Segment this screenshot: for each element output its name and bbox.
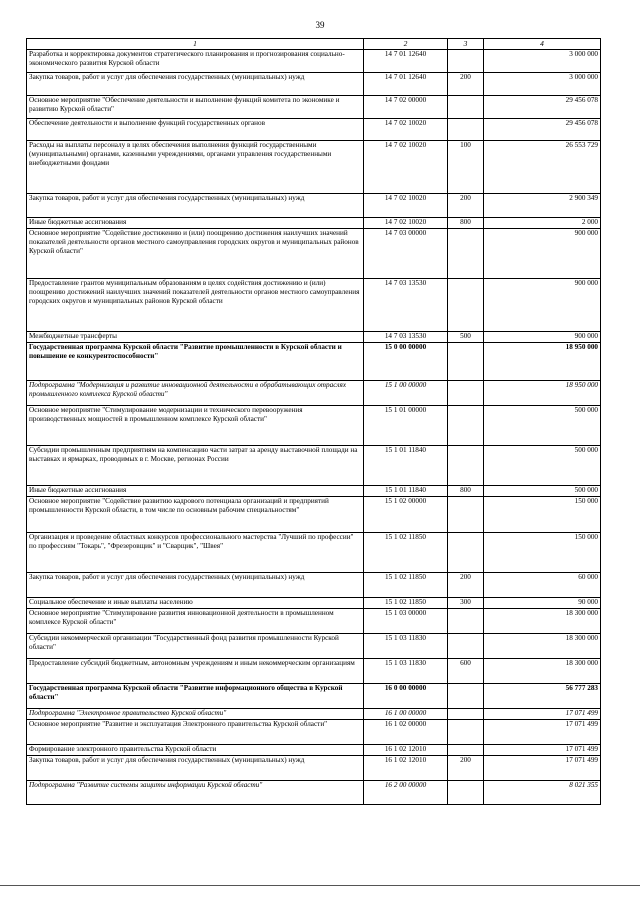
row-expense-type-cell: 800 — [448, 217, 484, 228]
table-row — [27, 217, 601, 228]
page-bottom-rule — [0, 885, 640, 886]
table-header-row — [27, 39, 601, 50]
table-row — [27, 708, 601, 719]
row-code-cell: 14 7 02 10020 — [364, 140, 448, 193]
table-row — [27, 72, 601, 95]
row-name-cell: Закупка товаров, работ и услуг для обеспечения государственных (муниципальных) нужд — [27, 193, 364, 217]
row-expense-type-cell — [448, 496, 484, 532]
table-row — [27, 278, 601, 331]
row-amount-cell: 26 553 729 — [484, 140, 601, 193]
row-amount-cell: 3 000 000 — [484, 72, 601, 95]
row-name-cell: Субсидии некоммерческой организации "Государственный фонд развития промышленности Курской области" — [27, 633, 364, 658]
row-name-cell: Подпрограмма "Модернизация и развитие инновационной деятельности в обрабатывающих отраслях промышленного комплекса Курской области" — [27, 380, 364, 405]
row-code-cell: 14 7 02 00000 — [364, 95, 448, 118]
row-amount-cell: 29 456 078 — [484, 95, 601, 118]
row-expense-type-cell — [448, 118, 484, 140]
row-amount-cell: 150 000 — [484, 496, 601, 532]
row-expense-type-cell — [448, 342, 484, 380]
row-code-cell: 15 0 00 00000 — [364, 342, 448, 380]
row-name-cell: Межбюджетные трансферты — [27, 331, 364, 342]
row-code-cell: 15 1 02 00000 — [364, 496, 448, 532]
row-code-cell: 16 1 00 00000 — [364, 708, 448, 719]
row-code-cell: 14 7 01 12640 — [364, 72, 448, 95]
row-name-cell: Иные бюджетные ассигнования — [27, 485, 364, 496]
row-amount-cell: 56 777 283 — [484, 683, 601, 708]
row-amount-cell: 8 021 355 — [484, 780, 601, 804]
row-amount-cell: 2 000 — [484, 217, 601, 228]
table-row — [27, 380, 601, 405]
row-name-cell: Закупка товаров, работ и услуг для обеспечения государственных (муниципальных) нужд — [27, 72, 364, 95]
row-expense-type-cell: 200 — [448, 193, 484, 217]
row-expense-type-cell: 200 — [448, 72, 484, 95]
row-amount-cell: 29 456 078 — [484, 118, 601, 140]
row-name-cell: Основное мероприятие "Стимулирование развития инновационной деятельности в промышленном комплексе Курской области" — [27, 608, 364, 633]
row-expense-type-cell: 500 — [448, 331, 484, 342]
row-name-cell: Закупка товаров, работ и услуг для обеспечения государственных (муниципальных) нужд — [27, 755, 364, 780]
table-row — [27, 572, 601, 597]
row-code-cell: 14 7 03 13530 — [364, 331, 448, 342]
table-row — [27, 140, 601, 193]
row-name-cell: Основное мероприятие "Содействие достижению и (или) поощрению достижения наилучших значений показателей деятельности органов местного самоуправления городских округов и муниципальных районов Курской области" — [27, 228, 364, 278]
row-code-cell: 15 1 02 11850 — [364, 597, 448, 608]
row-name-cell: Подпрограмма "Развитие системы защиты информации Курской области" — [27, 780, 364, 804]
table-row — [27, 193, 601, 217]
row-code-cell: 15 1 02 11850 — [364, 532, 448, 572]
table-row — [27, 608, 601, 633]
row-code-cell: 16 2 00 00000 — [364, 780, 448, 804]
row-name-cell: Субсидии промышленным предприятиям на компенсацию части затрат за аренду выставочной площади на выставках и ярмарках, проводимых в г. Москве, регионах России — [27, 445, 364, 485]
row-expense-type-cell — [448, 445, 484, 485]
row-expense-type-cell — [448, 228, 484, 278]
row-name-cell: Основное мероприятие "Обеспечение деятельности и выполнение функций комитета по экономике и развитию Курской области" — [27, 95, 364, 118]
row-code-cell: 16 1 02 12010 — [364, 744, 448, 755]
row-expense-type-cell — [448, 780, 484, 804]
row-expense-type-cell: 200 — [448, 755, 484, 780]
row-expense-type-cell: 300 — [448, 597, 484, 608]
row-expense-type-cell — [448, 95, 484, 118]
row-expense-type-cell: 100 — [448, 140, 484, 193]
row-name-cell: Предоставление грантов муниципальным образованиям в целях содействия достижению и (или) поощрению достижений наилучших значений показателей деятельности органов местного самоуправления городских округов и муниципальных районов Курской области — [27, 278, 364, 331]
table-row — [27, 719, 601, 744]
row-code-cell: 15 1 00 00000 — [364, 380, 448, 405]
table-row — [27, 744, 601, 755]
budget-table — [26, 38, 601, 805]
row-name-cell: Обеспечение деятельности и выполнение функций государственных органов — [27, 118, 364, 140]
row-amount-cell: 17 071 499 — [484, 755, 601, 780]
row-expense-type-cell — [448, 633, 484, 658]
row-name-cell: Организация и проведение областных конкурсов профессионального мастерства "Лучший по профессии" по профессиям "Токарь", "Фрезеровщик" и "Сварщик", "Швея" — [27, 532, 364, 572]
row-name-cell: Государственная программа Курской области "Развитие промышленности в Курской области и повышение ее конкурентоспособности" — [27, 342, 364, 380]
row-code-cell: 15 1 03 11830 — [364, 633, 448, 658]
row-name-cell: Разработка и корректировка документов стратегического планирования и прогнозирования социально-экономического развития Курской области — [27, 49, 364, 72]
row-amount-cell: 18 950 000 — [484, 342, 601, 380]
row-amount-cell: 17 071 499 — [484, 744, 601, 755]
row-expense-type-cell — [448, 380, 484, 405]
table-row — [27, 496, 601, 532]
table-row — [27, 331, 601, 342]
row-amount-cell: 17 071 499 — [484, 719, 601, 744]
column-header-code: 2 — [364, 39, 448, 50]
row-amount-cell: 18 300 000 — [484, 658, 601, 683]
table-row — [27, 118, 601, 140]
row-code-cell: 15 1 03 00000 — [364, 608, 448, 633]
row-amount-cell: 90 000 — [484, 597, 601, 608]
row-expense-type-cell: 200 — [448, 572, 484, 597]
row-expense-type-cell — [448, 683, 484, 708]
row-expense-type-cell — [448, 405, 484, 445]
table-row — [27, 445, 601, 485]
row-amount-cell: 18 300 000 — [484, 633, 601, 658]
row-code-cell: 14 7 02 10020 — [364, 193, 448, 217]
row-name-cell: Подпрограмма "Электронное правительство Курской области" — [27, 708, 364, 719]
row-name-cell: Расходы на выплаты персоналу в целях обеспечения выполнения функций государственными (муниципальными) органами, казенными учреждениями, органами управления государственными внебюджетными фондами — [27, 140, 364, 193]
table-row — [27, 405, 601, 445]
row-name-cell: Иные бюджетные ассигнования — [27, 217, 364, 228]
row-expense-type-cell: 800 — [448, 485, 484, 496]
row-amount-cell: 60 000 — [484, 572, 601, 597]
row-name-cell: Основное мероприятие "Стимулирование модернизации и технического перевооружения производственных мощностей в промышленном комплексе Курской области" — [27, 405, 364, 445]
table-row — [27, 95, 601, 118]
row-expense-type-cell — [448, 532, 484, 572]
row-amount-cell: 18 950 000 — [484, 380, 601, 405]
row-code-cell: 16 0 00 00000 — [364, 683, 448, 708]
row-code-cell: 16 1 02 12010 — [364, 755, 448, 780]
row-code-cell: 15 1 01 11840 — [364, 485, 448, 496]
table-row — [27, 532, 601, 572]
row-name-cell: Предоставление субсидий бюджетным, автономным учреждениям и иным некоммерческим организациям — [27, 658, 364, 683]
row-name-cell: Основное мероприятие "Содействие развитию кадрового потенциала организаций и предприятий промышленности Курской области, в том числе по основным рабочим специальностям" — [27, 496, 364, 532]
row-expense-type-cell — [448, 719, 484, 744]
row-code-cell: 16 1 02 00000 — [364, 719, 448, 744]
table-row — [27, 597, 601, 608]
row-code-cell: 14 7 02 10020 — [364, 118, 448, 140]
row-expense-type-cell — [448, 608, 484, 633]
table-row — [27, 755, 601, 780]
row-name-cell: Социальное обеспечение и иные выплаты населению — [27, 597, 364, 608]
table-row — [27, 633, 601, 658]
column-header-amount: 4 — [484, 39, 601, 50]
row-amount-cell: 17 071 499 — [484, 708, 601, 719]
row-amount-cell: 18 300 000 — [484, 608, 601, 633]
row-code-cell: 14 7 03 00000 — [364, 228, 448, 278]
row-code-cell: 14 7 01 12640 — [364, 49, 448, 72]
page-number: 39 — [315, 20, 325, 30]
table-row — [27, 49, 601, 72]
row-code-cell: 15 1 02 11850 — [364, 572, 448, 597]
row-name-cell: Государственная программа Курской области "Развитие информационного общества в Курской области" — [27, 683, 364, 708]
row-amount-cell: 500 000 — [484, 445, 601, 485]
row-expense-type-cell — [448, 49, 484, 72]
row-amount-cell: 3 000 000 — [484, 49, 601, 72]
row-amount-cell: 900 000 — [484, 331, 601, 342]
row-amount-cell: 500 000 — [484, 485, 601, 496]
row-code-cell: 14 7 02 10020 — [364, 217, 448, 228]
row-code-cell: 14 7 03 13530 — [364, 278, 448, 331]
column-header-expense-type: 3 — [448, 39, 484, 50]
table-row — [27, 485, 601, 496]
row-code-cell: 15 1 03 11830 — [364, 658, 448, 683]
row-amount-cell: 150 000 — [484, 532, 601, 572]
row-code-cell: 15 1 01 00000 — [364, 405, 448, 445]
table-row — [27, 658, 601, 683]
row-expense-type-cell: 600 — [448, 658, 484, 683]
row-amount-cell: 900 000 — [484, 228, 601, 278]
table-row — [27, 780, 601, 804]
column-header-name: 1 — [27, 39, 364, 50]
table-row — [27, 342, 601, 380]
row-amount-cell: 900 000 — [484, 278, 601, 331]
row-expense-type-cell — [448, 744, 484, 755]
table-row — [27, 683, 601, 708]
row-expense-type-cell — [448, 278, 484, 331]
row-expense-type-cell — [448, 708, 484, 719]
row-code-cell: 15 1 01 11840 — [364, 445, 448, 485]
row-name-cell: Закупка товаров, работ и услуг для обеспечения государственных (муниципальных) нужд — [27, 572, 364, 597]
row-amount-cell: 500 000 — [484, 405, 601, 445]
row-amount-cell: 2 900 349 — [484, 193, 601, 217]
row-name-cell: Формирование электронного правительства Курской области — [27, 744, 364, 755]
table-row — [27, 228, 601, 278]
row-name-cell: Основное мероприятие "Развитие и эксплуатация Электронного правительства Курской области" — [27, 719, 364, 744]
